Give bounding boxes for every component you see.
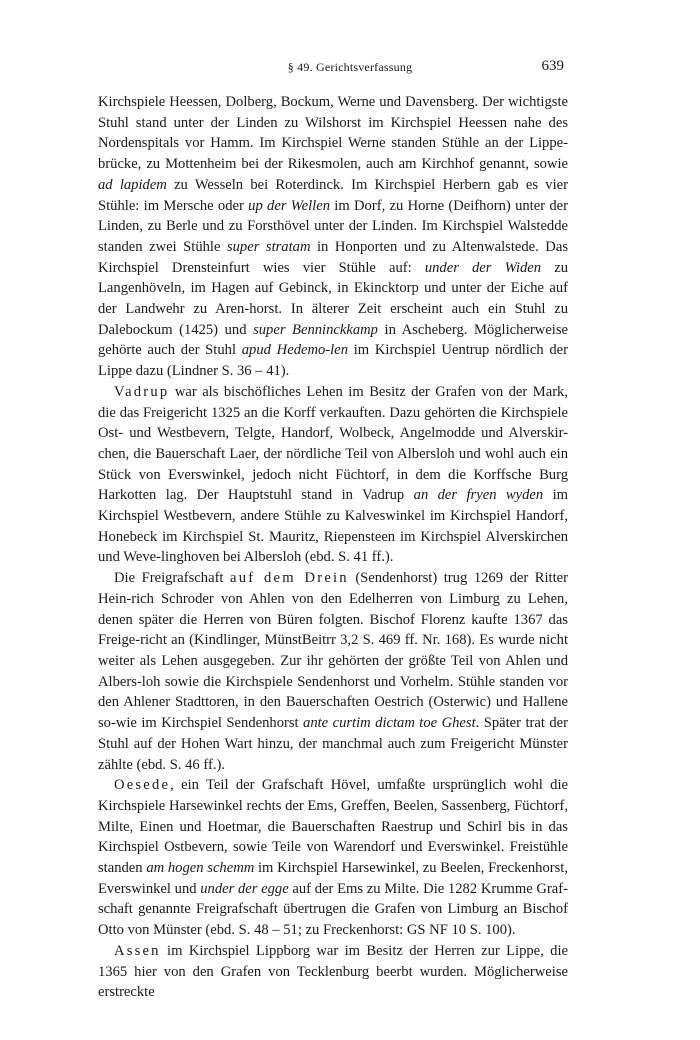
text-run: auf der Ems zu Milte. Die 1282 Krumme Graf-schaft genannte Freigrafschaft übertrugen die Grafen von Limburg an Bischof Otto von Münster (ebd. S. 48 – 51; zu Freckenhorst: GS NF 10 S. 100). [98, 880, 568, 939]
text-run: in Honporten und zu Altenwalstede. Das Kirchspiel Drensteinfurt wies vier Stühle auf: [98, 238, 568, 276]
text-run: Kirchspiele Heessen, Dolberg, Bockum, Werne und Davensberg. Der wichtigste Stuhl stand unter der Linden zu Wilshorst im Kirchspiel Heessen nahe des Nordenspitals vor Hamm. Im Kirchspiel Werne standen Stühle an der Lippe-brücke, zu Mottenheim bei der Rikesmolen, auch am Kirchhof genannt, sowie [98, 94, 568, 173]
italic-phrase: ad lapidem [98, 176, 167, 193]
text-run: im Kirchspiel Harsewinkel, zu Beelen, Freckenhorst, Everswinkel und [98, 860, 568, 897]
text-run: im Kirchspiel Lippborg war im Besitz der Herren zur Lippe, die 1365 hier von den Grafen von Tecklenburg beerbt wurden. Möglicherweise erstreckte [98, 942, 568, 1001]
text-run: Die Freigrafschaft [114, 570, 231, 587]
paragraph-p2 [98, 382, 568, 568]
italic-phrase: under der Widen [424, 259, 542, 276]
italic-phrase: an der fryen wyden [413, 487, 544, 504]
spaced-place-name: Assen [114, 942, 161, 959]
spaced-place-name: auf dem Drein [230, 570, 349, 587]
paragraph-p5 [98, 941, 568, 1003]
italic-phrase: super stratam [226, 238, 311, 255]
text-run: zu Langenhöveln, im Hagen auf Gebinck, in Ekincktorp und unter der Eiche auf der Landwehr zu Aren-horst. In älterer Zeit erscheint auch ein Stuhl zu Dalebockum (1425) und [98, 259, 568, 338]
text-run: (Sendenhorst) trug 1269 der Ritter Hein-rich Schroder von Ahlen von den Edelherren von Limburg zu Lehen, denen später die Herren von Büren folgten. Bischof Florenz kaufte 1367 das Freige-richt an (Kindlinger, MünstBeitrr 3,2 S. 469 ff. Nr. 168). Es wurde nicht weiter als Lehen ausgegeben. Zur ihr gehörten der größte Teil von Ahlen und Albers-loh sowie die Kirchspiele Sendenhorst und Vorhelm. Stühle standen vor den Ahlener Stadttoren, in den Bauerschaften Oestrich (Osterwic) und Hallene so-wie im Kirchspiel Sendenhorst [98, 570, 568, 732]
body-text [98, 92, 568, 1003]
text-run: , ein Teil der Grafschaft Hövel, umfaßte ursprünglich wohl die Kirchspiele Harsewinkel rechts der Ems, Greffen, Beelen, Sassenberg, Füchtorf, Milte, Einen und Hoetmar, die Bauerschaften Raestrup und Schirl bis in das Kirchspiel Ostbevern, sowie Teile von Warendorf und Everswinkel. Freistühle standen [98, 777, 568, 877]
italic-phrase: super Benninckkamp [253, 321, 378, 338]
text-run: im Kirchspiel Uentrup nördlich der Lippe dazu (Lindner S. 36 – 41). [98, 342, 569, 380]
text-run: war als bischöfliches Lehen im Besitz der Grafen von der Mark, die das Freigericht 1325 an die Korff verkauften. Dazu gehörten die Kirchspiele Ost- und Westbevern, Telgte, Handorf, Wolbeck, Angelmodde und Alverskir-chen, die Bauerschaft Laer, der nördliche Teil von Albersloh und wohl auch ein Stück von Everswinkel, jedoch nicht Füchtorf, in dem die Korffsche Burg Harkotten lag. Der Hauptstuhl stand in Vadrup [98, 383, 568, 504]
page-number: 639 [541, 58, 564, 74]
italic-phrase: ante curtim dictam toe Ghest [303, 715, 476, 732]
text-run: . Später trat der Stuhl auf der Hohen Wart hinzu, der manchmal auch zum Freigericht Münster zählte (ebd. S. 46 ff.). [98, 715, 568, 773]
text-run: im Kirchspiel Westbevern, andere Stühle zu Kalveswinkel im Kirchspiel Handorf, Honebeck im Kirchspiel St. Mauritz, Riepensteen im Kirchspiel Alverskirchen und Weve-linghoven bei Albersloh (ebd. S. 41 ff.). [98, 487, 568, 566]
text-run: zu Wesseln bei Roterdinck. Im Kirchspiel Herbern gab es vier Stühle: im Mersche oder [98, 176, 568, 214]
italic-phrase: apud Hedemo-len [241, 342, 348, 359]
running-head [0, 58, 700, 78]
spaced-place-name: Oesede [114, 777, 171, 794]
paragraph-p4 [98, 775, 568, 941]
italic-phrase: under der egge [200, 880, 289, 897]
italic-phrase: am hogen schemm [146, 860, 255, 877]
paragraph-p1 [98, 92, 568, 382]
text-run: im Dorf, zu Horne (Deifhorn) unter der Linden, zu Berle und zu Forsthövel unter der Linden. Im Kirchspiel Walstedde standen zwei Stühle [98, 197, 568, 255]
paragraph-p3 [98, 568, 568, 775]
section-title: § 49. Gerichtsverfassung [287, 60, 413, 74]
text-run: in Ascheberg. Möglicherweise gehörte auch der Stuhl [98, 321, 569, 359]
spaced-place-name: Vadrup [114, 383, 170, 400]
italic-phrase: up der Wellen [248, 197, 330, 214]
